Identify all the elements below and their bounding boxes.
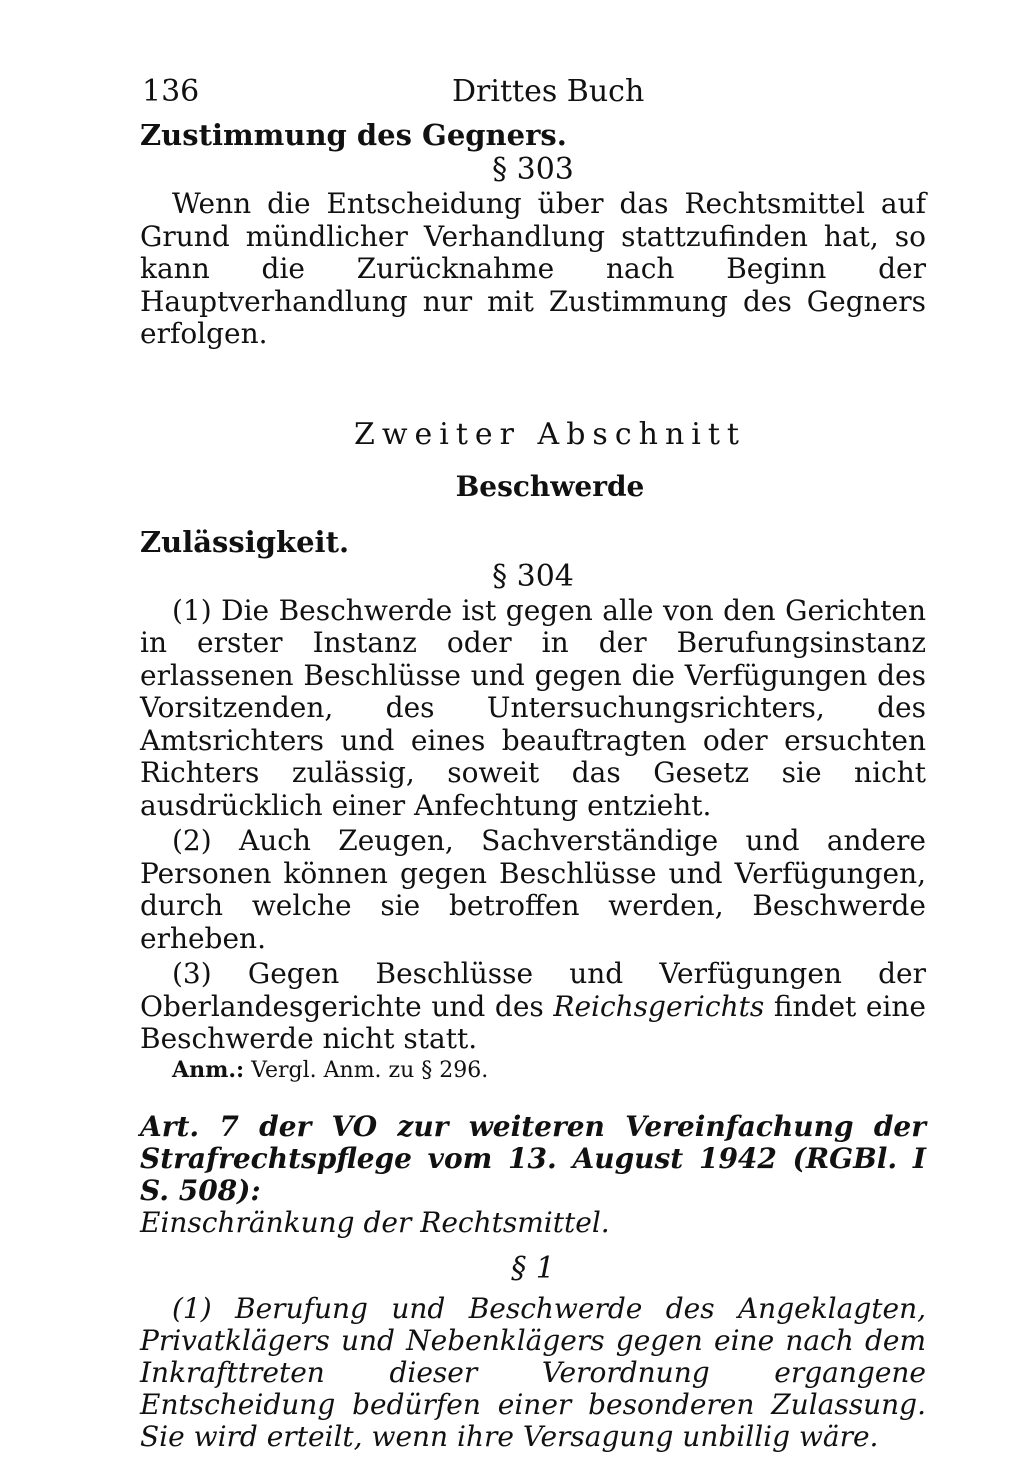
section-304-paragraph-1: (1) Die Beschwerde ist gegen alle von den Gerichten in erster Instanz oder in der Berufungsinstanz erlassenen Beschlüsse und gegen die Verfügungen des Vorsitzenden, des Untersuchungsrichters, des Amtsrichters und eines beauftragten oder ersuchten Richters zulässig, soweit das Gesetz sie nicht ausdrücklich einer Anfechtung entzieht. bbox=[140, 593, 926, 822]
section-304-paragraph-3 bbox=[140, 958, 926, 1056]
paragraph-3-text-end: findet eine Beschwerde nicht statt. bbox=[140, 989, 926, 1055]
article-7-heading: Art. 7 der VO zur weiteren Vereinfachung der Strafrechtspflege vom 13. August 1942 (RGBl. I S. 508): bbox=[140, 1109, 926, 1207]
article-7-subheading: Einschränkung der Rechtsmittel. bbox=[140, 1205, 610, 1239]
section-304-number: § 304 bbox=[492, 558, 574, 594]
section-303-text: Wenn die Entscheidung über das Rechtsmittel auf Grund mündlicher Verhandlung stattzufinden hat, so kann die Zurücknahme nach Beginn der Hauptverhandlung nur mit Zustimmung des Gegners erfolgen. bbox=[140, 187, 926, 350]
section-303-number: § 303 bbox=[492, 152, 574, 187]
section-303-margin-heading: Zustimmung des Gegners. bbox=[140, 118, 567, 152]
book-page bbox=[140, 70, 926, 1453]
annotation-note bbox=[140, 1056, 926, 1085]
chapter-title: Zweiter Abschnitt bbox=[354, 416, 746, 452]
paragraph-3-text-start: (3) Gegen Beschlüsse und Verfügungen der Oberlandesgerichte und des bbox=[140, 957, 926, 1023]
running-head bbox=[140, 70, 926, 118]
annotation-text: Vergl. Anm. zu § 296. bbox=[251, 1057, 489, 1083]
article-7-section-number: § 1 bbox=[511, 1250, 555, 1286]
chapter-subtitle: Beschwerde bbox=[455, 469, 645, 503]
annotation-label: Anm.: bbox=[172, 1056, 245, 1083]
reichsgericht-term: Reichsgerichts bbox=[553, 989, 765, 1023]
section-304-margin-heading: Zulässigkeit. bbox=[140, 524, 350, 559]
running-title: Drittes Buch bbox=[452, 74, 645, 109]
section-304-paragraph-2: (2) Auch Zeugen, Sachverständige und andere Personen können gegen Beschlüsse und Verfügungen, durch welche sie betroffen werden, Beschwerde erheben. bbox=[140, 824, 926, 955]
page-number: 136 bbox=[142, 74, 200, 109]
article-7-paragraph-1: (1) Berufung und Beschwerde des Angeklagten, Privatklägers und Nebenklägers gegen eine nach dem Inkrafttreten dieser Verordnung ergangene Entscheidung bedürfen einer besonderen Zulassung. Sie wird erteilt, wenn ihre Versagung unbillig wäre. bbox=[140, 1291, 926, 1453]
